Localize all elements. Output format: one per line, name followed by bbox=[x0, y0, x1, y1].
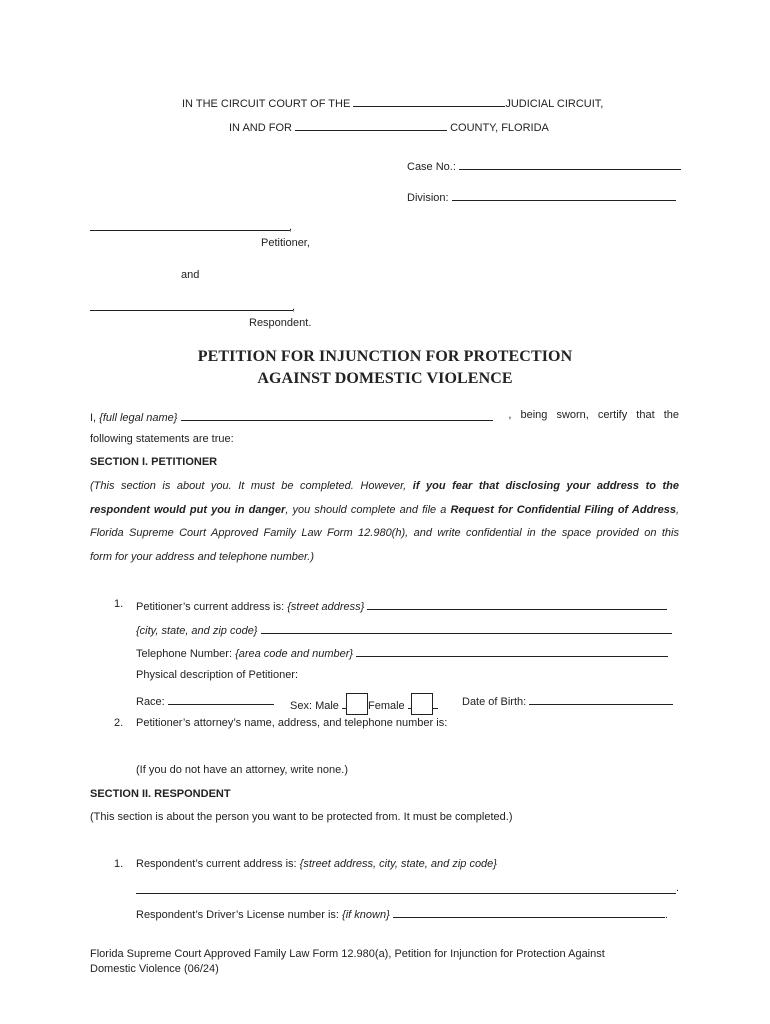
petitioner-comma: , bbox=[289, 221, 293, 233]
race-row bbox=[136, 693, 274, 708]
section-1-heading: SECTION I. PETITIONER bbox=[90, 456, 218, 468]
note-2d: , bbox=[675, 504, 680, 516]
footer-line-1: Florida Supreme Court Approved Family Law Form 12.980(a), Petition for Injunction for Protection Against bbox=[90, 948, 605, 960]
document-title-line-1: PETITION FOR INJUNCTION FOR PROTECTION bbox=[197, 348, 573, 365]
phone-hint: {area code and number} bbox=[235, 648, 354, 660]
s1-item-1-number: 1. bbox=[114, 598, 124, 610]
judicial-circuit-field[interactable] bbox=[353, 95, 505, 107]
footer-line-2: Domestic Violence (06/24) bbox=[90, 963, 219, 975]
respondent-label: Respondent. bbox=[249, 317, 312, 329]
section-1-note-line-1 bbox=[90, 480, 679, 492]
respondent-address-label: Respondent’s current address is: bbox=[136, 858, 300, 870]
court-line-1-suffix: JUDICIAL CIRCUIT, bbox=[505, 98, 604, 110]
attorney-note: (If you do not have an attorney, write none.) bbox=[136, 764, 348, 776]
court-line-2-prefix: IN AND FOR bbox=[229, 122, 292, 134]
petitioner-phone-row bbox=[136, 645, 668, 660]
license-label: Respondent’s Driver’s License number is: bbox=[136, 909, 343, 921]
female-label: Female bbox=[367, 700, 405, 712]
petitioner-street-field[interactable] bbox=[367, 598, 667, 610]
respondent-address-hint: {street address, city, state, and zip code} bbox=[299, 858, 497, 870]
note-1b: if you fear that disclosing your address to the bbox=[412, 480, 680, 492]
note-2b: , you should complete and file a bbox=[285, 504, 451, 516]
intro-line-2: following statements are true: bbox=[90, 433, 234, 445]
court-line-1 bbox=[182, 95, 603, 110]
sex-male-label: Sex: Male bbox=[290, 700, 339, 712]
petitioner-city-field[interactable] bbox=[261, 622, 672, 634]
court-line-2 bbox=[229, 119, 549, 134]
petitioner-city-row bbox=[136, 622, 672, 637]
sex-row bbox=[290, 693, 438, 715]
case-no-row bbox=[407, 158, 681, 173]
petitioner-label: Petitioner, bbox=[261, 237, 310, 249]
male-checkbox[interactable] bbox=[346, 693, 368, 715]
respondent-address-row bbox=[136, 858, 497, 870]
city-state-zip-hint: {city, state, and zip code} bbox=[136, 625, 258, 637]
county-field[interactable] bbox=[295, 119, 447, 131]
division-label: Division: bbox=[407, 192, 449, 204]
respondent-address-period: . bbox=[676, 882, 680, 894]
respondent-comma: , bbox=[292, 301, 296, 313]
license-hint: {if known} bbox=[342, 909, 390, 921]
respondent-name-field[interactable] bbox=[90, 310, 293, 311]
street-address-hint: {street address} bbox=[287, 601, 365, 613]
court-line-1-prefix: IN THE CIRCUIT COURT OF THE bbox=[182, 98, 351, 110]
s2-item-1-number: 1. bbox=[114, 858, 124, 870]
physical-description-label: Physical description of Petitioner: bbox=[136, 669, 299, 681]
petitioner-address-label: Petitioner’s current address is: bbox=[136, 601, 288, 613]
phone-label: Telephone Number: bbox=[136, 648, 236, 660]
race-label: Race: bbox=[136, 696, 165, 708]
license-period: . bbox=[664, 909, 668, 921]
petitioner-name-field[interactable] bbox=[90, 230, 290, 231]
case-no-field[interactable] bbox=[459, 158, 681, 170]
dob-label: Date of Birth: bbox=[462, 696, 527, 708]
petitioner-phone-field[interactable] bbox=[356, 645, 668, 657]
section-1-note-line-4: form for your address and telephone number.) bbox=[90, 551, 314, 563]
note-1a: (This section is about you. It must be completed. However, bbox=[90, 480, 413, 492]
and-label: and bbox=[181, 269, 200, 281]
dob-field[interactable] bbox=[529, 693, 673, 705]
s1-item-2-number: 2. bbox=[114, 717, 124, 729]
respondent-address-field[interactable] bbox=[136, 893, 676, 894]
section-1-note-line-2 bbox=[90, 504, 679, 516]
section-2-note: (This section is about the person you want to be protected from. It must be completed.) bbox=[90, 811, 513, 823]
full-legal-name-field[interactable] bbox=[181, 409, 493, 421]
female-checkbox[interactable] bbox=[411, 693, 433, 715]
female-underline-2 bbox=[433, 697, 438, 709]
section-2-heading: SECTION II. RESPONDENT bbox=[90, 788, 231, 800]
petitioner-address-row bbox=[136, 598, 667, 613]
case-no-label: Case No.: bbox=[407, 161, 456, 173]
full-name-hint: {full legal name} bbox=[99, 412, 178, 424]
race-field[interactable] bbox=[168, 693, 274, 705]
division-field[interactable] bbox=[452, 189, 676, 201]
section-1-note-line-3: Florida Supreme Court Approved Family Law Form 12.980(h), and write confidential in the space provided on this bbox=[90, 527, 679, 539]
license-field[interactable] bbox=[393, 906, 665, 918]
dob-row bbox=[462, 693, 673, 708]
intro-line-1 bbox=[90, 409, 679, 424]
division-row bbox=[407, 189, 676, 204]
note-2a: respondent would put you in danger bbox=[90, 504, 286, 516]
attorney-label: Petitioner’s attorney’s name, address, and telephone number is: bbox=[136, 717, 448, 729]
intro-suffix: , being sworn, certify that the bbox=[508, 409, 679, 421]
document-title-line-2: AGAINST DOMESTIC VIOLENCE bbox=[257, 370, 513, 387]
court-line-2-suffix: COUNTY, FLORIDA bbox=[450, 122, 549, 134]
license-row bbox=[136, 906, 668, 921]
intro-prefix: I, bbox=[90, 412, 100, 424]
note-2c: Request for Confidential Filing of Address bbox=[450, 504, 676, 516]
